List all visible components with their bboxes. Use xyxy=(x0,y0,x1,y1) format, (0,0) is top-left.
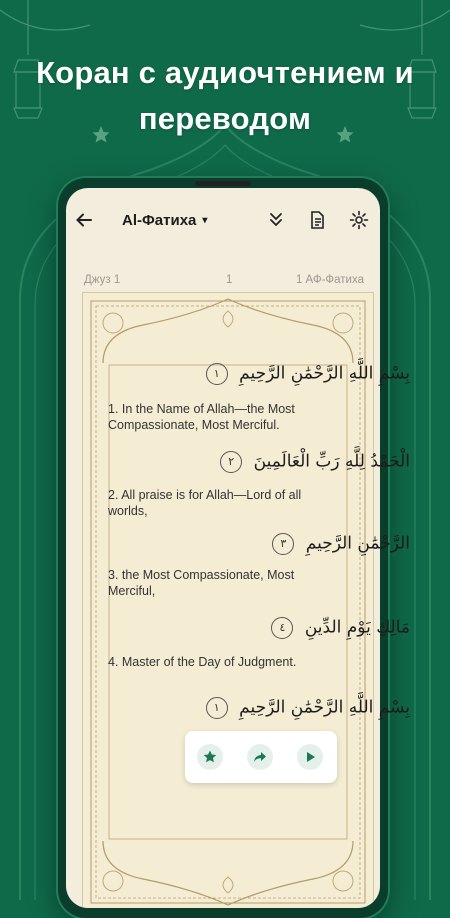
ayah-arabic[interactable] xyxy=(206,363,410,385)
surah-name: Al-Фатиха xyxy=(122,211,197,229)
headline-line-2: переводом xyxy=(138,101,312,136)
star-icon xyxy=(202,749,218,765)
share-icon xyxy=(252,749,268,765)
surah-label: 1 АФ-Фатиха xyxy=(295,274,364,286)
ayah-number-marker: ١ xyxy=(206,363,228,385)
ayah-translation[interactable]: 3. the Most Compassionate, Most Merciful, xyxy=(108,568,295,598)
ayah-translation[interactable]: 1. In the Name of Allah—the Most Compassionate, Most Merciful. xyxy=(108,402,295,432)
headline-line-1: Коран с аудиочтением и xyxy=(36,55,414,90)
jump-button[interactable] xyxy=(264,208,288,232)
ayah-number-marker: ٢ xyxy=(220,451,242,473)
page-info-bar xyxy=(78,274,370,290)
caret-down-icon: ▾ xyxy=(202,214,208,226)
double-chevron-down-icon xyxy=(266,210,286,230)
pages-button[interactable] xyxy=(305,208,329,232)
ayah-arabic[interactable] xyxy=(206,697,410,719)
ayah-translation[interactable]: 2. All praise is for Allah—Lord of all worlds, xyxy=(108,488,302,518)
phone-notch xyxy=(195,181,251,186)
ayah-arabic[interactable] xyxy=(220,451,410,473)
promo-headline xyxy=(0,50,450,142)
page-number: 1 xyxy=(226,274,233,286)
back-arrow-icon xyxy=(74,210,94,230)
juz-label: Джуз 1 xyxy=(84,274,121,286)
ayah-arabic[interactable] xyxy=(271,617,410,639)
back-button[interactable] xyxy=(72,208,96,232)
ayah-arabic-text: الْحَمْدُ لِلَّهِ رَبِّ الْعَالَمِينَ xyxy=(253,451,410,472)
bookmark-button[interactable] xyxy=(197,744,223,770)
surah-selector[interactable] xyxy=(122,208,207,232)
ayah-arabic[interactable] xyxy=(272,533,410,555)
ayah-action-panel xyxy=(185,731,337,783)
share-button[interactable] xyxy=(247,744,273,770)
app-bar xyxy=(66,188,380,248)
settings-button[interactable] xyxy=(347,208,371,232)
document-icon xyxy=(307,210,327,230)
ayah-arabic-text: الرَّحْمَٰنِ الرَّحِيمِ xyxy=(305,533,410,554)
ayah-arabic-text: بِسْمِ اللَّهِ الرَّحْمَٰنِ الرَّحِيمِ xyxy=(239,363,410,384)
ayah-arabic-text: مَالِكِ يَوْمِ الدِّينِ xyxy=(304,617,410,638)
ornament-frame xyxy=(83,293,373,908)
play-button[interactable] xyxy=(297,744,323,770)
play-icon xyxy=(302,749,318,765)
gear-icon xyxy=(349,210,369,230)
ayah-number-marker: ٣ xyxy=(272,533,294,555)
ayah-arabic-text: بِسْمِ اللَّهِ الرَّحْمَٰنِ الرَّحِيمِ xyxy=(239,697,410,718)
ayah-number-marker: ١ xyxy=(206,697,228,719)
ayah-translation[interactable]: 4. Master of the Day of Judgment. xyxy=(108,655,297,669)
ayah-number-marker: ٤ xyxy=(271,617,293,639)
